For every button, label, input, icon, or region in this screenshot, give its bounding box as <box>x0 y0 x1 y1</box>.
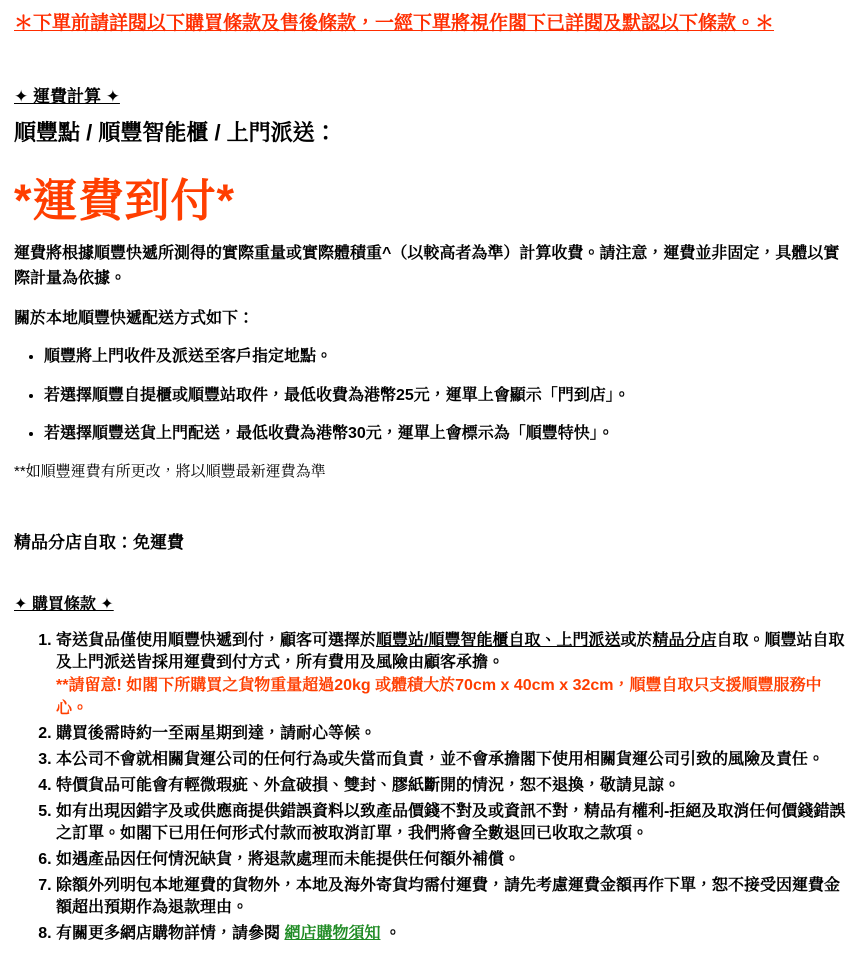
shipping-calc-section <box>14 82 847 553</box>
delivery-option-list <box>14 347 847 443</box>
term-item-5: 5. 如有出現因錯字及或供應商提供錯誤資料以致產品價錢不對及或資訊不對，精品有權利-拒絕及取消任何價錢錯誤之訂單。如閣下已用任何形式付款而被取消訂單，我們將會全數退回已收取之款項。 <box>56 801 847 846</box>
purchase-terms-section <box>14 591 847 946</box>
term1-underline-pickup-options: 順豐站/順豐智能櫃自取、上門派送 <box>376 631 621 649</box>
term1-underline-store: 精品分店 <box>652 631 717 649</box>
oversize-warning: **請留意! 如閣下所購買之貨物重量超過20kg 或體積大於70cm x 40cm x 32cm，順豐自取只支援順豐服務中心。 <box>56 676 822 717</box>
term-item-3: 3. 本公司不會就相關貨運公司的任何行為或失當而負責，並不會承擔閣下使用相關貨運公司引致的風險及責任。 <box>56 749 847 772</box>
term1-text-mid: 或於 <box>620 631 653 649</box>
term-item-7: 7. 除額外列明包本地運費的貨物外，本地及海外寄貨均需付運費，請先考慮運費金額再作下單，恕不接受因運費金額超出預期作為退款理由。 <box>56 875 847 920</box>
term8-text-before: 有關更多網店購物詳情，請參閱 <box>56 925 285 943</box>
term-item-2: 2. 購買後需時約一至兩星期到達，請耐心等候。 <box>56 723 847 746</box>
term-item-4: 4. 特價貨品可能會有輕微瑕疵、外盒破損、雙封、膠紙斷開的情況，恕不退換，敬請見諒。 <box>56 775 847 798</box>
delivery-option-item: • 若選擇順豐送貨上門配送，最低收費為港幣30元，運單上會標示為「順豐特快」。 <box>44 424 847 443</box>
term1-text-before: 寄送貨品僅使用順豐快遞到付，顧客可選擇於 <box>56 631 377 649</box>
term-item-1 <box>56 630 847 721</box>
freight-calc-note: 運費將根據順豐快遞所測得的實際重量或實際體積重^（以較高者為準）計算收費。請注意，運費並非固定，具體以實際計量為依據。 <box>14 245 840 287</box>
store-shopping-notice-link[interactable]: 網店購物須知 <box>284 925 381 943</box>
fee-change-note: **如順豐運費有所更改，將以順豐最新運費為準 <box>14 463 326 480</box>
delivery-intro: 關於本地順豐快遞配送方式如下： <box>14 309 255 327</box>
delivery-option-item: • 若選擇順豐自提櫃或順豐站取件，最低收費為港幣25元，運單上會顯示「門到店」。 <box>44 386 847 405</box>
store-pickup-note: 精品分店自取：免運費 <box>14 532 184 552</box>
freight-collect-banner: *運費到付* <box>14 174 236 226</box>
delivery-option-item: • 順豐將上門收件及派送至客戶指定地點。 <box>44 347 847 366</box>
shipping-methods-subheading: 順豐點 / 順豐智能櫃 / 上門派送： <box>14 119 337 145</box>
term8-text-after: 。 <box>380 925 401 943</box>
term-item-6: 6. 如遇產品因任何情況缺貨，將退款處理而未能提供任何額外補償。 <box>56 849 847 872</box>
term1-text-after: 自取。順豐站自取及上門派送皆採用運費到付方式，所有費用及風險由顧客承擔。 <box>56 631 845 672</box>
purchase-terms-heading: ✦ 購買條款 ✦ <box>14 595 114 613</box>
term-item-8 <box>56 923 847 946</box>
purchase-terms-list <box>14 630 847 946</box>
shipping-calc-heading: ✦ 運費計算 ✦ <box>14 86 120 106</box>
top-notice-text: ＊下單前請詳閱以下購買條款及售後條款，一經下單將視作閣下已詳閱及默認以下條款。＊ <box>14 13 775 34</box>
